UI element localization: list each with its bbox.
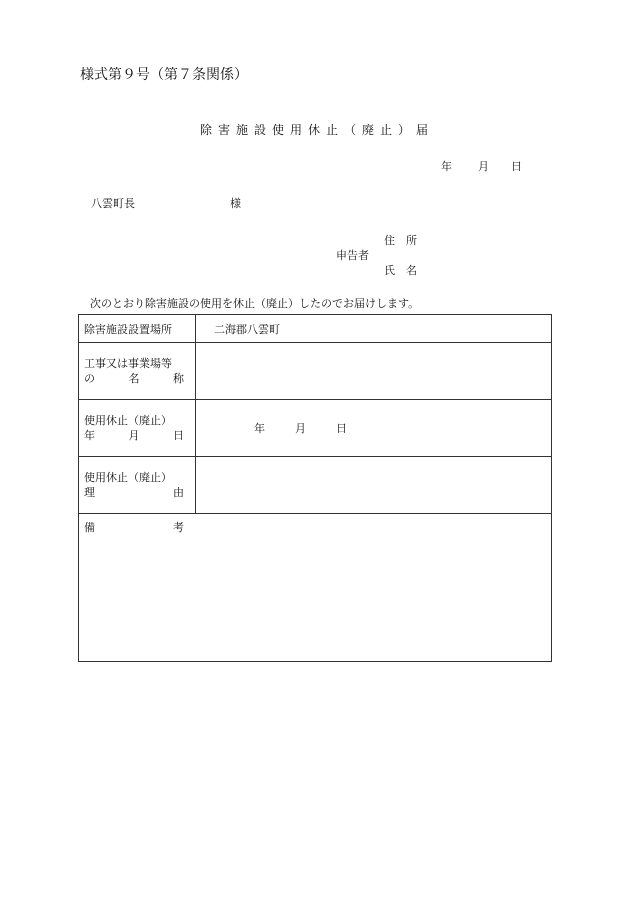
label-char: 由 — [173, 486, 184, 499]
notification-form-table — [78, 314, 552, 662]
date-day-label: 日 — [511, 160, 522, 173]
suspension-month-label: 月 — [295, 422, 306, 435]
row-works-name — [79, 343, 552, 400]
row-suspension-reason — [79, 457, 552, 514]
form-number: 様式第９号（第７条関係） — [80, 67, 248, 83]
remarks-label — [84, 519, 184, 535]
remarks-cell[interactable] — [79, 514, 552, 662]
suspension-reason-label-line1: 使用休止（廃止） — [84, 471, 172, 484]
applicant-name-label-b: 名 — [406, 264, 417, 277]
date-year-label: 年 — [441, 160, 452, 173]
works-name-label-line1: 工事又は事業場等 — [84, 357, 172, 370]
label-char: 日 — [173, 429, 184, 442]
row-suspension-date — [79, 400, 552, 457]
applicant-name-label-a: 氏 — [384, 264, 395, 277]
label-char: 称 — [173, 372, 184, 385]
suspension-year-label: 年 — [254, 422, 265, 435]
applicant-address-label-a: 住 — [384, 234, 395, 247]
document-title: 除害施設使用休止（廃止）届 — [200, 123, 435, 137]
suspension-date-value[interactable] — [196, 400, 552, 457]
label-char: 備 — [84, 521, 95, 534]
suspension-date-label — [79, 400, 196, 457]
label-char: 理 — [84, 486, 95, 499]
works-name-value[interactable] — [196, 343, 552, 400]
suspension-date-label-line2 — [84, 428, 184, 443]
suspension-date-label-line1: 使用休止（廃止） — [84, 414, 172, 427]
works-name-label-line2 — [84, 371, 184, 386]
label-char: 月 — [128, 429, 140, 442]
addressee-name: 八雲町長 — [91, 197, 135, 210]
label-char: の — [84, 372, 95, 385]
location-value[interactable]: 二海郡八雲町 — [196, 315, 552, 343]
row-location — [79, 315, 552, 343]
label-char: 年 — [84, 429, 95, 442]
applicant-address-label-b: 所 — [406, 234, 417, 247]
date-month-label: 月 — [478, 160, 489, 173]
suspension-reason-value[interactable] — [196, 457, 552, 514]
addressee-honorific: 様 — [230, 197, 241, 210]
label-char: 名 — [128, 372, 140, 385]
intro-text: 次のとおり除害施設の使用を休止（廃止）したのでお届けします。 — [90, 297, 420, 310]
row-remarks — [79, 514, 552, 662]
suspension-day-label: 日 — [336, 422, 347, 435]
label-char: 考 — [173, 521, 184, 534]
works-name-label — [79, 343, 196, 400]
suspension-reason-label — [79, 457, 196, 514]
suspension-reason-label-line2 — [84, 485, 184, 500]
applicant-label: 申告者 — [336, 249, 369, 262]
location-label: 除害施設設置場所 — [79, 315, 196, 343]
